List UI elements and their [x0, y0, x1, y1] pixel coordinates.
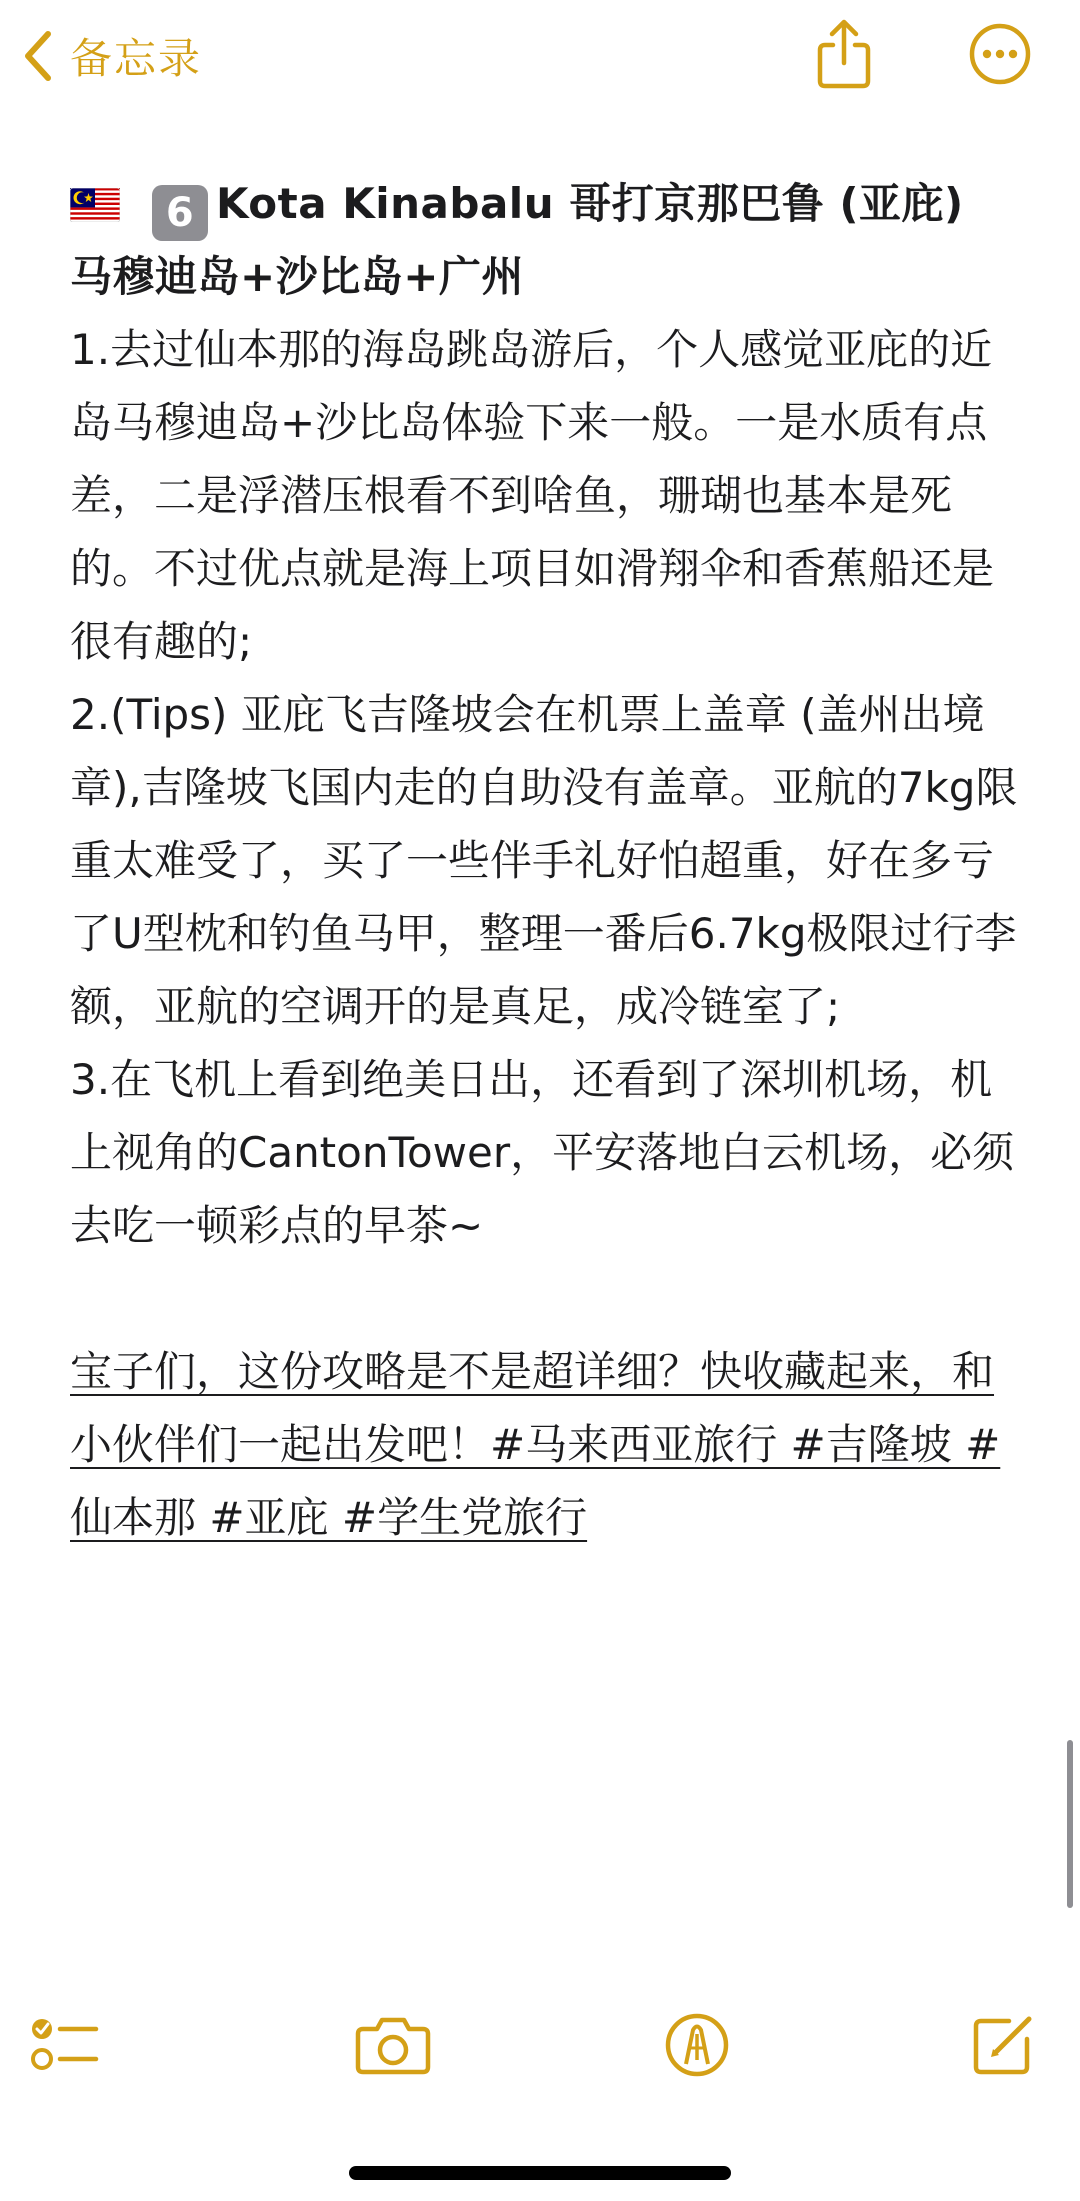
closing-hashtags-text[interactable]: 宝子们，这份攻略是不是超详细？快收藏起来，和小伙伴们一起出发吧！#马来西亚旅行 #吉隆坡 #仙本那 #亚庇 #学生党旅行	[70, 1347, 1001, 1542]
camera-icon	[355, 2015, 431, 2075]
note-title	[70, 168, 1020, 313]
markup-pen-icon	[664, 2012, 730, 2078]
back-button[interactable]	[22, 24, 202, 88]
note-paragraph-1: 1.去过仙本那的海岛跳岛游后，个人感觉亚庇的近岛马穆迪岛+沙比岛体验下来一般。一是水质有点差，二是浮潜压根看不到啥鱼，珊瑚也基本是死的。不过优点就是海上项目如滑翔伞和香蕉船还是很有趣的;	[70, 325, 995, 666]
home-indicator[interactable]	[349, 2166, 731, 2180]
back-label: 备忘录	[70, 34, 203, 83]
checklist-button[interactable]	[20, 2000, 110, 2090]
note-paragraph-2: 2.(Tips) 亚庇飞吉隆坡会在机票上盖章 (盖州出境章),吉隆坡飞国内走的自助没有盖章。亚航的7kg限重太难受了，买了一些伴手礼好怕超重，好在多亏了U型枕和钓鱼马甲，整理一番后6.7kg极限过行李额，亚航的空调开的是真足，成冷链室了;	[70, 690, 1018, 1031]
more-icon	[968, 22, 1032, 86]
camera-button[interactable]	[348, 2000, 438, 2090]
keycap-number: 6	[152, 185, 208, 241]
compose-icon	[969, 2011, 1037, 2079]
malaysia-flag-icon	[70, 172, 120, 206]
note-title-line2: 马穆迪岛+沙比岛+广州	[70, 252, 524, 301]
bottom-toolbar	[0, 1990, 1080, 2110]
note-paragraph-3: 3.在飞机上看到绝美日出，还看到了深圳机场，机上视角的CantonTower，平安落地白云机场，必须去吃一顿彩点的早茶~	[70, 1055, 1015, 1250]
markup-button[interactable]	[652, 2000, 742, 2090]
more-button[interactable]	[960, 14, 1040, 94]
scroll-indicator[interactable]	[1067, 1740, 1073, 1908]
navigation-bar	[0, 0, 1080, 120]
note-content[interactable]	[70, 168, 1020, 1554]
chevron-left-icon	[22, 30, 52, 82]
share-icon	[814, 17, 874, 91]
checklist-icon	[30, 2013, 100, 2077]
share-button[interactable]	[804, 14, 884, 94]
note-title-line1: Kota Kinabalu 哥打京那巴鲁 (亚庇)	[216, 179, 964, 228]
compose-button[interactable]	[958, 2000, 1048, 2090]
blank-line	[70, 1262, 1020, 1335]
